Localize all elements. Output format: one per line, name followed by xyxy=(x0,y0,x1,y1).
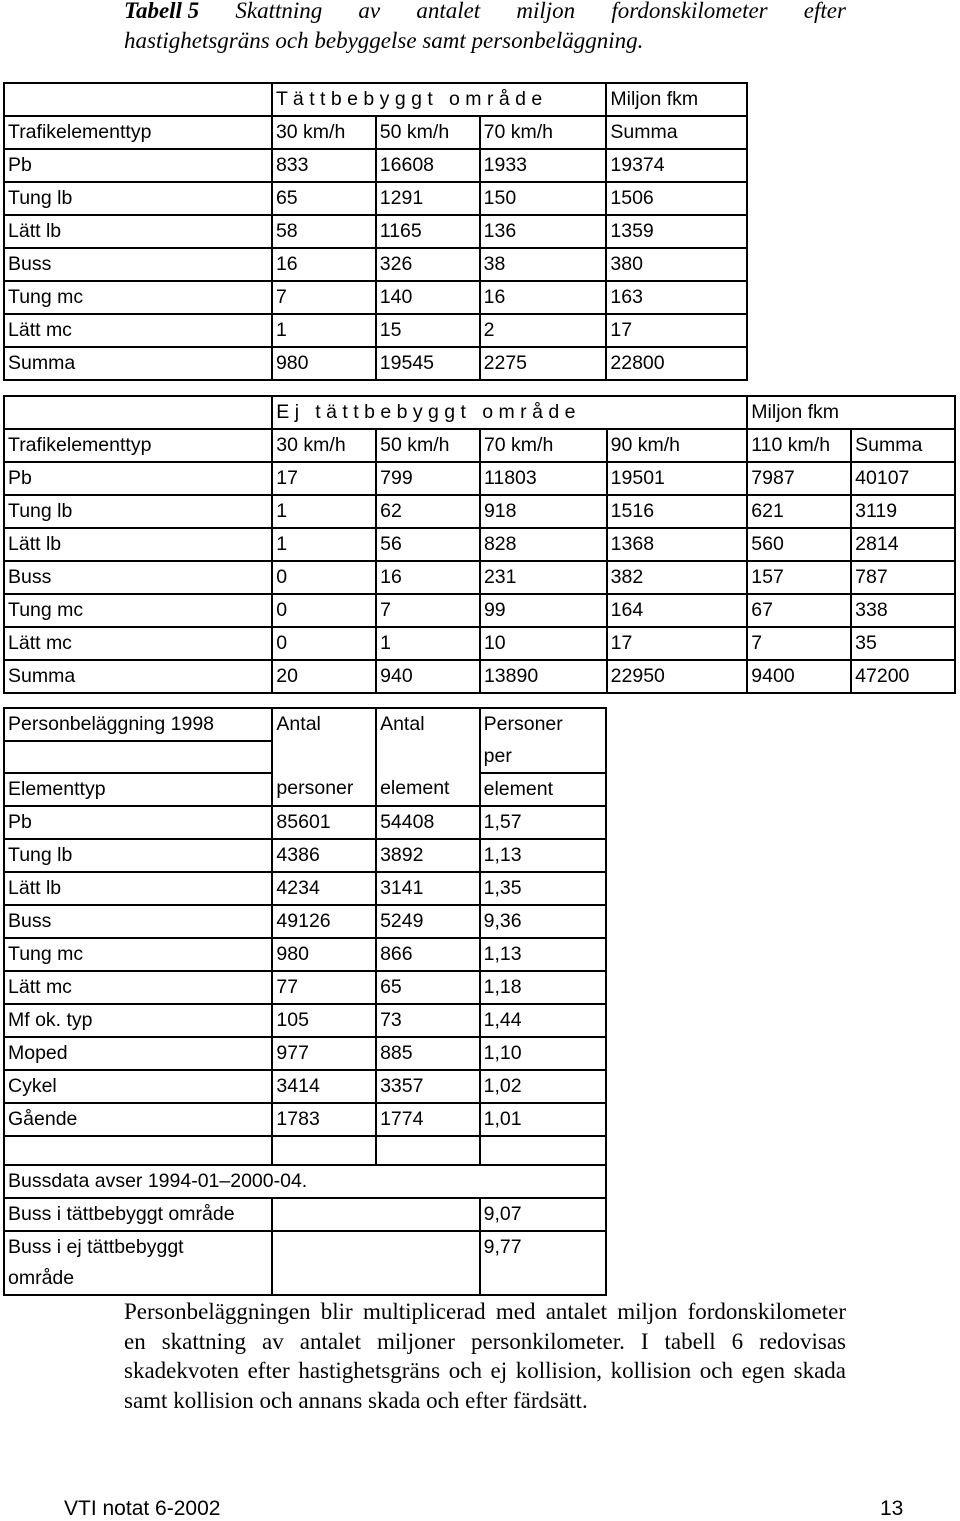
table-cell: Tung mc xyxy=(4,938,272,971)
table-occupancy-header-row xyxy=(4,773,606,806)
table-cell: 163 xyxy=(606,281,747,314)
table-rural-group-header-row xyxy=(4,396,955,429)
table-cell xyxy=(272,1136,376,1165)
table-cell: 10 xyxy=(480,627,607,660)
table-unit-header: Miljon fkm xyxy=(606,83,747,116)
table-row xyxy=(4,1198,606,1231)
table-cell: Pb xyxy=(4,149,272,182)
table-cell xyxy=(4,83,272,116)
table-row xyxy=(4,314,747,347)
table-cell: 17 xyxy=(272,462,376,495)
table-cell: 15 xyxy=(376,314,480,347)
table-row xyxy=(4,281,747,314)
caption-word: Skattning xyxy=(235,0,323,23)
table-cell: 35 xyxy=(851,627,955,660)
footer-left: VTI notat 6-2002 xyxy=(64,1497,221,1520)
table-unit-header: Miljon fkm xyxy=(747,396,955,429)
table-cell: 150 xyxy=(480,182,607,215)
table-cell: Lätt mc xyxy=(4,314,272,347)
table-cell: 54408 xyxy=(376,806,480,839)
table-row xyxy=(4,1070,606,1103)
table-cell: 7 xyxy=(272,281,376,314)
table-cell: 918 xyxy=(480,495,607,528)
table-cell: 2 xyxy=(480,314,607,347)
table-cell: 7 xyxy=(376,594,480,627)
table-cell: 1165 xyxy=(376,215,480,248)
table-cell: 621 xyxy=(747,495,851,528)
table-cell: 787 xyxy=(851,561,955,594)
table-row xyxy=(4,627,955,660)
table-cell: 164 xyxy=(607,594,748,627)
table-cell: 20 xyxy=(272,660,376,693)
table-cell: Lätt lb xyxy=(4,528,272,561)
table-cell: 980 xyxy=(272,347,376,380)
table-cell: Gående xyxy=(4,1103,272,1136)
table-cell: 7 xyxy=(747,627,851,660)
column-header: per xyxy=(480,741,606,773)
table-cell: 9,07 xyxy=(480,1198,606,1231)
table-cell: 5249 xyxy=(376,905,480,938)
column-header: 30 km/h xyxy=(272,429,376,462)
table-cell: 3414 xyxy=(272,1070,376,1103)
column-header: 70 km/h xyxy=(480,116,607,149)
table-cell: 560 xyxy=(747,528,851,561)
column-header: Antal xyxy=(376,708,480,773)
caption-word: fordonskilometer xyxy=(611,0,768,23)
table-occupancy-header-row xyxy=(4,708,606,741)
table-cell xyxy=(4,1136,272,1165)
table-cell: 1291 xyxy=(376,182,480,215)
column-header: Summa xyxy=(851,429,955,462)
table-cell: 9,77 xyxy=(480,1231,606,1295)
table-occupancy xyxy=(3,707,607,1296)
table-row xyxy=(4,182,747,215)
column-header: 50 km/h xyxy=(376,116,480,149)
table-row xyxy=(4,971,606,1004)
table-cell: 1,10 xyxy=(480,1037,606,1070)
table-cell: 1,57 xyxy=(480,806,606,839)
column-header: 30 km/h xyxy=(272,116,376,149)
table-cell: 9,36 xyxy=(480,905,606,938)
column-header: Personer xyxy=(480,708,606,741)
table-row xyxy=(4,495,955,528)
column-header: 70 km/h xyxy=(480,429,607,462)
table-cell: 977 xyxy=(272,1037,376,1070)
table-cell: 17 xyxy=(607,627,748,660)
table-cell: 1 xyxy=(272,528,376,561)
column-header: 110 km/h xyxy=(747,429,851,462)
table-cell: 16 xyxy=(272,248,376,281)
table-cell-line: område xyxy=(8,1267,75,1289)
table-rural xyxy=(3,395,956,694)
table-cell: 56 xyxy=(376,528,480,561)
table-cell: Lätt mc xyxy=(4,971,272,1004)
caption-line-2: hastighetsgräns och bebyggelse samt personbeläggning. xyxy=(124,28,644,53)
table-cell: 828 xyxy=(480,528,607,561)
table-cell: Buss xyxy=(4,561,272,594)
table-cell: Pb xyxy=(4,806,272,839)
page-number: 13 xyxy=(880,1497,904,1520)
table-cell: 380 xyxy=(606,248,747,281)
table-cell: Tung lb xyxy=(4,495,272,528)
table-cell: Lätt mc xyxy=(4,627,272,660)
table-cell: Summa xyxy=(4,660,272,693)
table-cell xyxy=(480,1165,606,1198)
table-cell: 3141 xyxy=(376,872,480,905)
table-cell: 1368 xyxy=(607,528,748,561)
table-cell: 1,44 xyxy=(480,1004,606,1037)
table-caption xyxy=(124,0,846,56)
table-cell: 67 xyxy=(747,594,851,627)
table-cell: Tung mc xyxy=(4,594,272,627)
table-cell xyxy=(4,741,272,773)
table-cell: 940 xyxy=(376,660,480,693)
table-cell: 49126 xyxy=(272,905,376,938)
table-cell: 1933 xyxy=(480,149,607,182)
table-row xyxy=(4,215,747,248)
table-cell: 77 xyxy=(272,971,376,1004)
table-cell: 1359 xyxy=(606,215,747,248)
table-cell: 140 xyxy=(376,281,480,314)
column-header: Elementtyp xyxy=(4,773,272,806)
table-cell: 157 xyxy=(747,561,851,594)
table-cell: 1 xyxy=(272,314,376,347)
table-group-header: T ä t t b e b y g g t o m r å d e xyxy=(272,83,606,116)
table-urban-group-header-row xyxy=(4,83,747,116)
table-cell: Lätt lb xyxy=(4,872,272,905)
bus-note: Bussdata avser 1994-01–2000-04. xyxy=(4,1165,376,1198)
table-cell: 1 xyxy=(272,495,376,528)
table-cell: Tung lb xyxy=(4,182,272,215)
table-row xyxy=(4,248,747,281)
table-cell: Tung lb xyxy=(4,839,272,872)
table-cell: 866 xyxy=(376,938,480,971)
caption-label: Tabell 5 xyxy=(124,0,200,23)
caption-word: efter xyxy=(803,0,846,23)
table-row xyxy=(4,149,747,182)
table-cell: 3892 xyxy=(376,839,480,872)
table-cell: Pb xyxy=(4,462,272,495)
table-cell: 47200 xyxy=(851,660,955,693)
table-row xyxy=(4,905,606,938)
table-cell: Lätt lb xyxy=(4,215,272,248)
table-cell: 11803 xyxy=(480,462,607,495)
table-row xyxy=(4,1103,606,1136)
table-cell: 99 xyxy=(480,594,607,627)
table-cell: Buss i tättbebyggt område xyxy=(4,1198,272,1231)
table-cell: 22800 xyxy=(606,347,747,380)
table-cell: 22950 xyxy=(607,660,748,693)
table-cell: 1783 xyxy=(272,1103,376,1136)
table-cell: 105 xyxy=(272,1004,376,1037)
table-cell: 1516 xyxy=(607,495,748,528)
table-cell: Mf ok. typ xyxy=(4,1004,272,1037)
table-cell: 2814 xyxy=(851,528,955,561)
table-row xyxy=(4,462,955,495)
table-cell: 0 xyxy=(272,594,376,627)
table-cell: 799 xyxy=(376,462,480,495)
table-cell: 0 xyxy=(272,627,376,660)
table-cell: 16 xyxy=(376,561,480,594)
table-cell: 382 xyxy=(607,561,748,594)
table-cell: 2275 xyxy=(480,347,607,380)
table-cell: 40107 xyxy=(851,462,955,495)
table-cell xyxy=(480,1136,606,1165)
table-spacer-row xyxy=(4,1136,606,1165)
table-row xyxy=(4,1231,606,1295)
caption-word: av xyxy=(358,0,381,23)
column-header: Trafikelementtyp xyxy=(4,429,272,462)
bus-note-row xyxy=(4,1165,606,1198)
table-cell: 1,02 xyxy=(480,1070,606,1103)
table-cell: 13890 xyxy=(480,660,607,693)
table-cell: 7987 xyxy=(747,462,851,495)
table-cell-line: Buss i ej tättbebyggt xyxy=(8,1236,184,1258)
table-cell: 1 xyxy=(376,627,480,660)
table-row-total xyxy=(4,660,955,693)
table-cell: 1506 xyxy=(606,182,747,215)
table-row xyxy=(4,938,606,971)
column-header: 90 km/h xyxy=(607,429,748,462)
column-header: element xyxy=(480,773,606,806)
table-cell: 38 xyxy=(480,248,607,281)
table-row-total xyxy=(4,347,747,380)
table-cell: 85601 xyxy=(272,806,376,839)
column-header: Trafikelementtyp xyxy=(4,116,272,149)
table-rural-column-header-row xyxy=(4,429,955,462)
table-row xyxy=(4,872,606,905)
table-cell: 3119 xyxy=(851,495,955,528)
table-cell xyxy=(376,1136,480,1165)
table-cell: 19545 xyxy=(376,347,480,380)
table-cell: 1,01 xyxy=(480,1103,606,1136)
table-cell: 338 xyxy=(851,594,955,627)
table-cell: 0 xyxy=(272,561,376,594)
table-cell: 980 xyxy=(272,938,376,971)
table-cell: Moped xyxy=(4,1037,272,1070)
column-header: Antal xyxy=(272,708,376,773)
table-cell: 73 xyxy=(376,1004,480,1037)
table-cell xyxy=(272,1231,479,1295)
column-header: Summa xyxy=(606,116,747,149)
caption-word: antalet xyxy=(416,0,481,23)
table-cell: 58 xyxy=(272,215,376,248)
table-cell: 19501 xyxy=(607,462,748,495)
table-cell xyxy=(272,1198,479,1231)
table-cell: 4234 xyxy=(272,872,376,905)
table-cell: Cykel xyxy=(4,1070,272,1103)
table-cell: 885 xyxy=(376,1037,480,1070)
table-cell: 16608 xyxy=(376,149,480,182)
table-cell: 65 xyxy=(272,182,376,215)
column-header: Personbeläggning 1998 xyxy=(4,708,272,741)
table-cell: 231 xyxy=(480,561,607,594)
table-cell: Buss xyxy=(4,248,272,281)
table-cell xyxy=(4,1231,272,1295)
column-header: personer xyxy=(272,773,376,806)
table-urban xyxy=(3,82,748,381)
table-cell xyxy=(4,396,272,429)
table-urban-column-header-row xyxy=(4,116,747,149)
table-cell: 19374 xyxy=(606,149,747,182)
column-header: 50 km/h xyxy=(376,429,480,462)
table-cell: 326 xyxy=(376,248,480,281)
body-paragraph: Personbeläggningen blir multiplicerad med antalet miljon fordonskilometer en skattning av antalet miljoner personkilometer. I tabell 6 redovisas skadekvoten efter hastighetsgräns och ej kollision, kollision och egen skada samt kollision och annans skada och efter färdsätt. xyxy=(124,1299,846,1413)
table-cell: 1774 xyxy=(376,1103,480,1136)
table-cell: Summa xyxy=(4,347,272,380)
caption-word: miljon xyxy=(516,0,576,23)
table-row xyxy=(4,806,606,839)
table-cell: 136 xyxy=(480,215,607,248)
table-cell: 833 xyxy=(272,149,376,182)
table-cell: 17 xyxy=(606,314,747,347)
table-row xyxy=(4,528,955,561)
table-row xyxy=(4,561,955,594)
table-cell: 9400 xyxy=(747,660,851,693)
table-cell: 4386 xyxy=(272,839,376,872)
table-cell: Tung mc xyxy=(4,281,272,314)
table-cell: 1,35 xyxy=(480,872,606,905)
table-cell xyxy=(376,1165,480,1198)
table-row xyxy=(4,839,606,872)
table-group-header: E j t ä t t b e b y g g t o m r å d e xyxy=(272,396,747,429)
table-row xyxy=(4,1004,606,1037)
table-cell: Buss xyxy=(4,905,272,938)
table-cell: 16 xyxy=(480,281,607,314)
table-cell: 1,18 xyxy=(480,971,606,1004)
table-row xyxy=(4,1037,606,1070)
table-row xyxy=(4,594,955,627)
table-cell: 3357 xyxy=(376,1070,480,1103)
table-cell: 1,13 xyxy=(480,938,606,971)
table-cell: 1,13 xyxy=(480,839,606,872)
column-header: element xyxy=(376,773,480,806)
table-cell: 65 xyxy=(376,971,480,1004)
table-cell: 62 xyxy=(376,495,480,528)
